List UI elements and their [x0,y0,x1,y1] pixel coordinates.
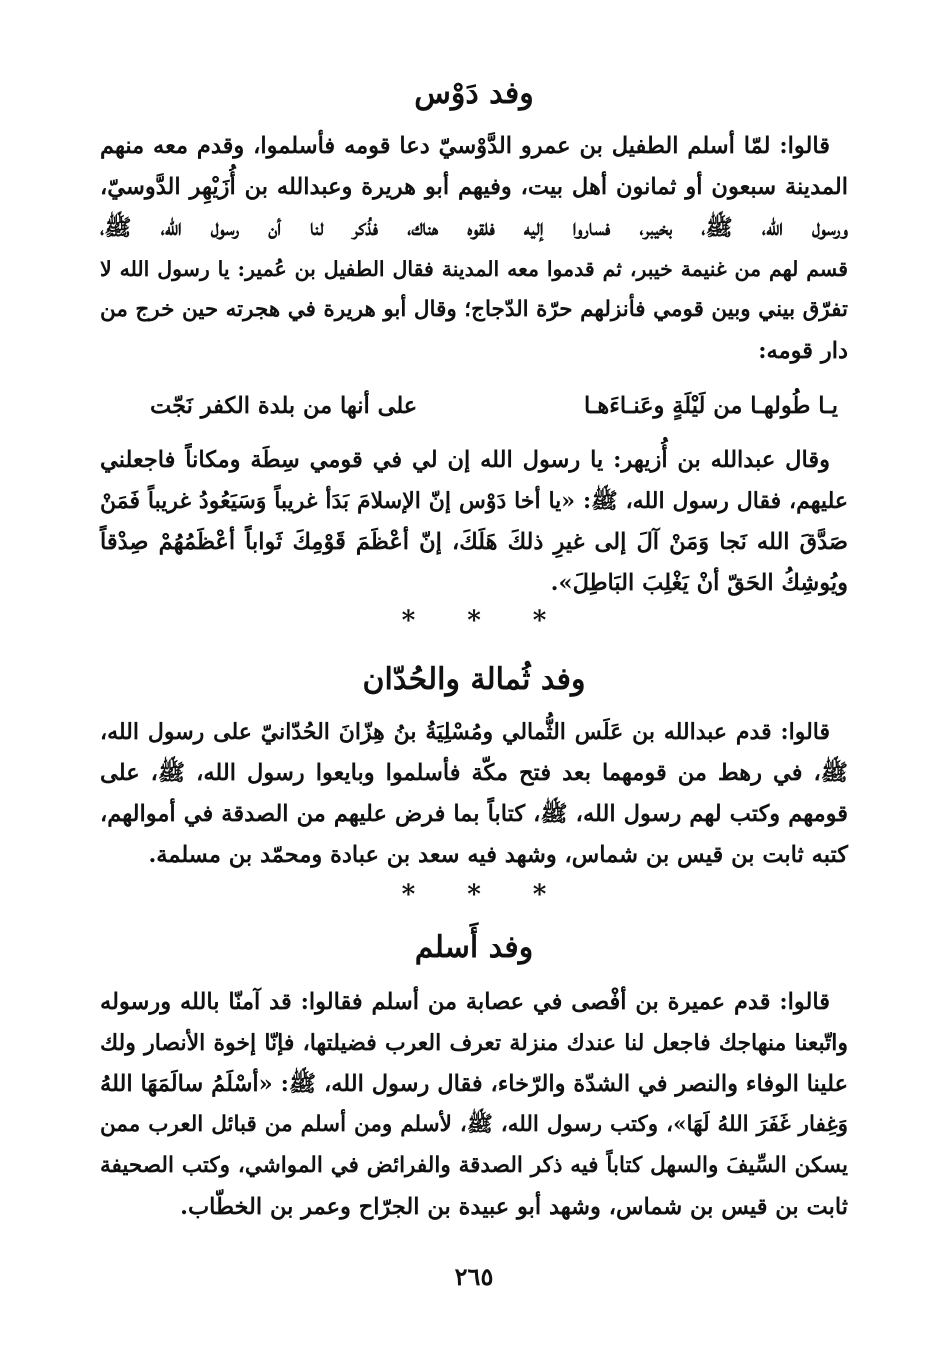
paragraph-line: قومهم وكتب لهم رسول الله، ﷺ، كتاباً بما فرض عليهم من الصدقة في أموالهم، [100,801,848,827]
paragraph-line: قالوا: قدم عبدالله بن عَلَس الثُّمالي ومُسْلِيَةُ بنُ هِزّانَ الحُدّانيّ على رسول الله، [100,719,830,745]
paragraph-line: ورسول الله، ﷺ، بخيبر، فساروا إليه فلقوه هناك، فذُكر لنا أن رسول الله، ﷺ، [100,215,848,241]
section-title-thumala: وفد ثُمالة والحُدّان [362,662,586,697]
separator-star: * [532,880,547,910]
paragraph-line: عليهم، فقال رسول الله، ﷺ: «يا أخا دَوْس إنّ الإسلامَ بَدَأ غريباً وَسَيَعُودُ غريباً فَمَنْ [100,488,848,514]
poem-hemistich-second: على أنها من بلدة الكفر نَجّت [150,393,418,419]
paragraph-line: تفرّق بيني وبين قومي فأنزلهم حرّة الدّجاج؛ وقال أبو هريرة في هجرته حين خرج من [100,297,848,322]
poem-hemistich-first: يـا طُولهـا من لَيْلَةٍ وعَنـاءَهـا [583,393,838,419]
paragraph-line: ويُوشِكُ الحَقّ أنْ يَغْلِبَ البَاطِلَ». [550,570,848,596]
paragraph-line: قالوا: لمّا أسلم الطفيل بن عمرو الدَّوْسيّ دعا قومه فأسلموا، وقدم معه منهم [100,133,830,159]
separator-star: * [401,880,416,910]
section-title-daws: وفد دَوْس [414,76,534,111]
poem-verse [150,386,838,426]
paragraph-line: علينا الوفاء والنصر في الشدّة والرّخاء، فقال رسول الله، ﷺ: «أسْلَمُ سالَمَهَا اللهُ [100,1071,848,1097]
paragraph-line: واتّبعنا منهاجك فاجعل لنا عندك منزلة تعرف العرب فضيلتها، فإنّا إخوة الأنصار ولك [100,1030,848,1056]
paragraph-line: صَدَّقَ الله نَجا وَمَنْ آلَ إلى غيرِ ذلكَ هَلَكَ، إنّ أعْظَمَ قَوْمِكَ ثَواباً أعْظَمُهُمْ صِدْقاً [100,529,848,555]
separator-star: * [467,606,481,636]
paragraph-line: قالوا: قدم عميرة بن أفْصى في عصابة من أسلم فقالوا: قد آمنّا بالله ورسوله [100,989,830,1015]
paragraph-line: وقال عبدالله بن أُزيهر: يا رسول الله إن لي في قومي سِطَة ومكاناً فاجعلني [100,447,830,473]
paragraph-line: دار قومه: [758,338,848,364]
paragraph-line: يسكن السِّيفَ والسهل كتاباً فيه ذكر الصدقة والفرائض في المواشي، وكتب الصحيفة [100,1153,848,1178]
page-number: ٢٦٥ [454,1262,494,1291]
separator-star: * [401,606,416,636]
separator-star: * [532,606,547,636]
section-separator [0,880,948,910]
paragraph-line: المدينة سبعون أو ثمانون أهل بيت، وفيهم أبو هريرة وعبدالله بن أُزَيْهِر الدَّوسيّ، [100,174,848,200]
paragraph-line: ثابت بن قيس بن شماس، وشهد أبو عبيدة بن الجرّاح وعمر بن الخطّاب. [180,1194,848,1220]
paragraph-line: ﷺ، في رهط من قومهما بعد فتح مكّة فأسلموا وبايعوا رسول الله، ﷺ، على [100,760,848,786]
paragraph-line: قسم لهم من غنيمة خيبر، ثم قدموا معه المدينة فقال الطفيل بن عُمير: يا رسول الله لا [100,257,848,281]
separator-star: * [467,880,481,910]
paragraph-line: وَغِفار غَفَرَ اللهُ لَهَا»، وكتب رسول الله، ﷺ، لأسلم ومن أسلم من قبائل العرب ممن [100,1112,848,1137]
paragraph-line: كتبه ثابت بن قيس بن شماس، وشهد فيه سعد بن عبادة ومحمّد بن مسلمة. [148,842,848,868]
section-separator [0,606,948,636]
section-title-aslam: وفد أَسلم [414,930,534,965]
